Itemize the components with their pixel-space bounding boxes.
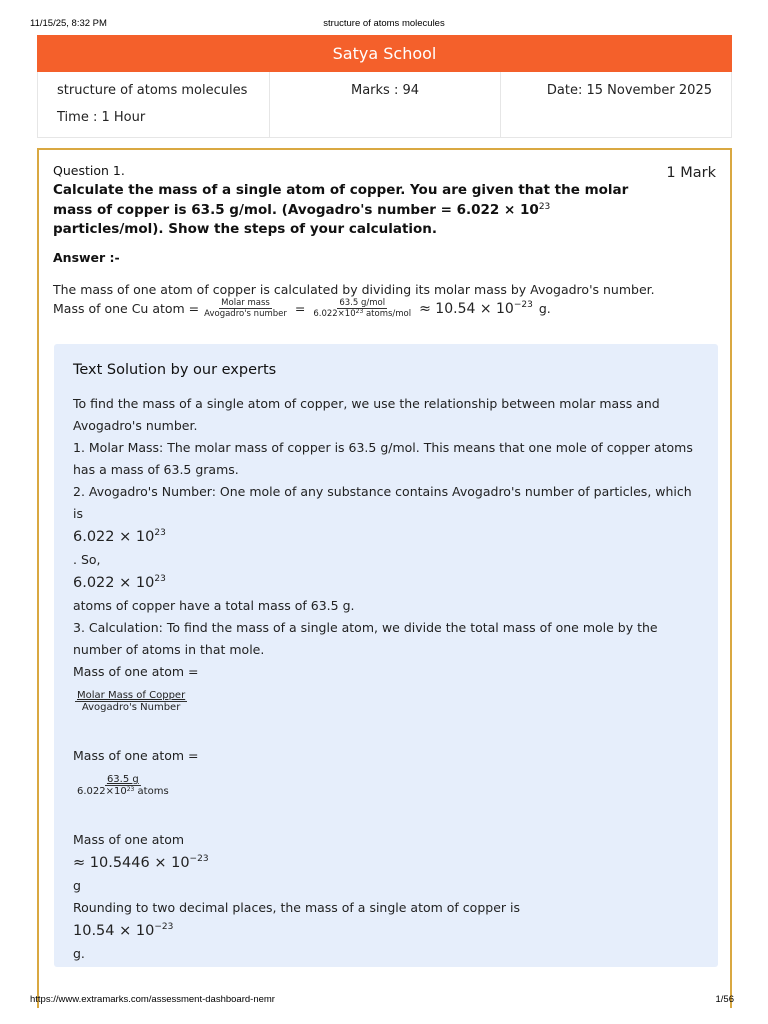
solution-body (73, 393, 703, 965)
print-header (0, 18, 768, 32)
solution-fraction-a-numerator: Molar Mass of Copper (77, 690, 186, 701)
question-text-part2: particles/mol). Show the steps of your calculation. (53, 221, 438, 237)
text-solution-box (54, 344, 718, 967)
solution-fraction-b-denominator: $6.022\times 10^{23}$ atoms (77, 786, 169, 797)
formula-fraction-2-denominator: $6.022\times 10^{23}$ atoms/mol (313, 308, 412, 319)
answer-formula (53, 298, 551, 319)
school-header-bar (37, 35, 732, 72)
solution-step-2: 2. Avogadro's Number: One mole of any substance contains Avogadro's number of particles, which is (73, 484, 692, 521)
question-text-exponent: 23 (538, 201, 551, 212)
formula-fraction-2 (311, 298, 413, 319)
print-footer (0, 994, 768, 1008)
solution-intro: To find the mass of a single atom of copper, we use the relationship between molar mass and Avogadro's number. (73, 396, 660, 433)
formula-fraction-1-denominator: Avogadro's number (204, 309, 287, 319)
solution-title: Text Solution by our experts (73, 362, 277, 378)
formula-fraction-1-numerator: Molar mass (221, 298, 270, 308)
mass-label-3: Mass of one atom (73, 832, 185, 847)
solution-atoms-mass: atoms of copper have a total mass of 63.5 g. (73, 598, 355, 613)
formula-approx-result: ≈ $10.54 \times 10^{-23}$ (419, 299, 533, 317)
print-page-number: 1/56 (715, 994, 734, 1005)
print-title: structure of atoms molecules (323, 18, 445, 29)
solution-so: . So, (73, 552, 101, 567)
test-info-marks-cell (270, 72, 501, 137)
question-number: Question 1. (53, 163, 125, 178)
avogadro-number-math-2: $6.022 \times 10^{23}$ (73, 574, 166, 591)
solution-step-3: 3. Calculation: To find the mass of a single atom, we divide the total mass of one mole by the number of atoms in that mole. (73, 620, 658, 657)
question-text (53, 181, 653, 240)
avogadro-number-math: $6.022 \times 10^{23}$ (73, 528, 166, 545)
test-marks: Marks : 94 (350, 83, 419, 98)
result-unit: g (73, 878, 81, 893)
solution-fraction-a-denominator: Avogadro's Number (81, 702, 181, 713)
school-name: Satya School (332, 44, 437, 63)
test-topic: structure of atoms molecules (57, 83, 248, 98)
test-info-table (37, 72, 732, 138)
mass-label-2: Mass of one atom = (73, 748, 199, 763)
question-mark: 1 Mark (666, 165, 716, 181)
solution-fraction-b-numerator: 63.5 g (106, 774, 139, 785)
final-math: $10.54 \times 10^{-23}$ (73, 922, 174, 939)
test-time: Time : 1 Hour (57, 110, 146, 125)
formula-equals: = (294, 301, 306, 316)
result-math: ≈ $10.5446 \times 10^{-23}$ (73, 854, 209, 871)
answer-label: Answer :- (53, 250, 120, 265)
test-info-topic-cell (38, 72, 270, 137)
print-url[interactable]: https://www.extramarks.com/assessment-dashboard-nemr (30, 994, 275, 1005)
answer-text: The mass of one atom of copper is calculated by dividing its molar mass by Avogadro's number. (53, 282, 655, 297)
formula-fraction-1 (202, 298, 289, 319)
formula-unit: g. (538, 301, 551, 316)
formula-lhs: Mass of one Cu atom = (53, 301, 200, 316)
mass-label-1: Mass of one atom = (73, 664, 199, 679)
print-datetime: 11/15/25, 8:32 PM (30, 18, 107, 29)
test-date: Date: 15 November 2025 (546, 83, 712, 98)
question-text-part1: Calculate the mass of a single atom of copper. You are given that the molar mass of copper is 63.5 g/mol. (Avogadro's number = 6.022 × 10 (53, 182, 629, 218)
final-unit: g. (73, 946, 85, 961)
solution-fraction-b (75, 774, 171, 797)
solution-fraction-a (75, 690, 187, 713)
test-info-date-cell (501, 72, 731, 137)
solution-rounding: Rounding to two decimal places, the mass of a single atom of copper is (73, 900, 520, 915)
solution-step-1: 1. Molar Mass: The molar mass of copper is 63.5 g/mol. This means that one mole of copper atoms has a mass of 63.5 grams. (73, 440, 693, 477)
formula-fraction-2-numerator: 63.5 g/mol (339, 298, 386, 308)
question-card (37, 148, 732, 1008)
